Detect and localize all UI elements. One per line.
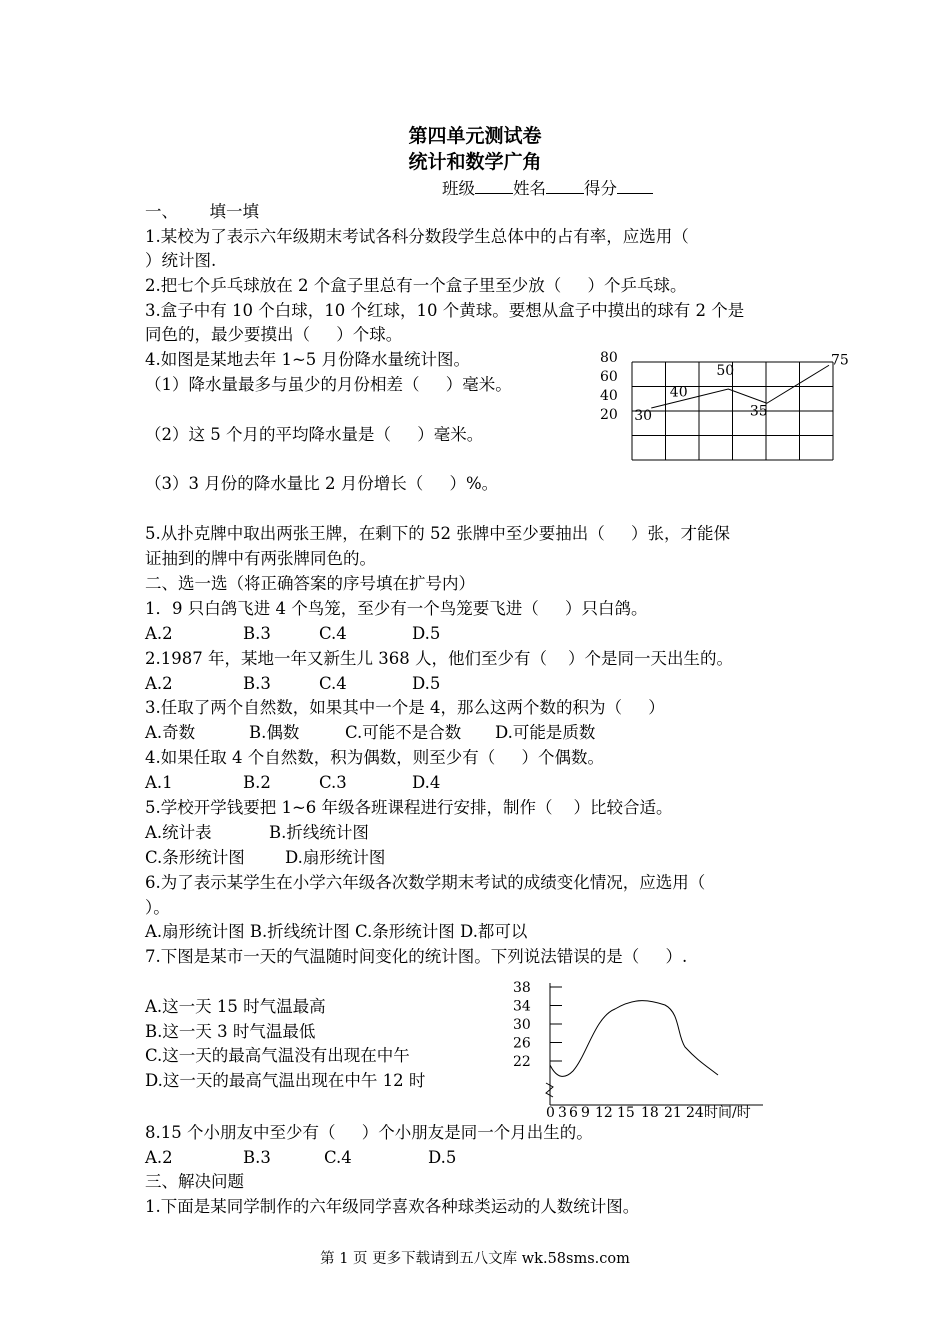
s2-q5: 5.学校开学钱要把 1~6 年级各班课程进行安排，制作（ ）比较合适。 [145,798,673,817]
option-b[interactable]: B.偶数 [249,723,300,742]
x-tick-label: 24 [686,1105,704,1121]
class-blank[interactable] [475,177,513,194]
class-label: 班级 [442,179,475,198]
option-c[interactable]: C.3 [319,773,347,792]
s2-q2-options [145,674,440,694]
page-footer: 第 1 页 更多下载请到五八文库 wk.58sms.com [320,1251,630,1267]
option-c[interactable]: C.条形统计图 [145,848,245,867]
y-tick-label: 30 [513,1017,531,1033]
axis-break-icon [546,1083,553,1097]
data-label: 35 [749,403,768,420]
s2-q3: 3.任取了两个自然数，如果其中一个是 4，那么这两个数的积为（ ） [145,698,665,717]
y-tick-label: 20 [600,407,618,423]
y-tick-label: 38 [513,980,531,996]
data-label: 50 [716,363,735,379]
y-tick-label: 80 [600,350,618,366]
section1-heading: 一、 填一填 [145,202,259,221]
name-blank[interactable] [546,177,584,194]
option-a[interactable]: A.统计表 [145,823,212,842]
s1-q4-sub1: （1）降水量最多与虽少的月份相差（ ）毫米。 [145,375,512,394]
x-tick-label: 6 [569,1105,578,1121]
option-a[interactable]: A.1 [145,773,173,792]
option-c[interactable]: C.可能不是合数 [345,723,462,742]
s2-q8-options [145,1148,456,1168]
s1-q3-line1: 3.盒子中有 10 个白球，10 个红球，10 个黄球。要想从盒子中摸出的球有 2 个是 [145,301,745,320]
data-label: 40 [669,384,688,401]
s2-q7-option-b[interactable]: B.这一天 3 时气温最低 [145,1022,316,1041]
option-d[interactable]: D.可能是质数 [495,723,596,742]
s2-q4: 4.如果任取 4 个自然数，积为偶数，则至少有（ ）个偶数。 [145,748,604,767]
option-a[interactable]: A.2 [145,624,173,643]
option-a[interactable]: A.2 [145,1148,173,1167]
x-tick-label: 21 [664,1105,682,1121]
info-line [442,177,653,199]
option-b[interactable]: B.2 [243,773,271,792]
s2-q7-option-d[interactable]: D.这一天的最高气温出现在中午 12 时 [145,1071,426,1090]
rainfall-line-chart [595,345,849,463]
data-label: 75 [831,352,849,369]
page-title: 第四单元测试卷 [408,125,542,147]
name-label: 姓名 [513,179,546,198]
page-subtitle: 统计和数学广角 [408,151,542,173]
y-tick-label: 22 [513,1054,531,1070]
option-d[interactable]: D.5 [412,624,441,643]
x-tick-label: 0 [546,1105,555,1121]
s2-q2: 2.1987 年，某地一年又新生儿 368 人，他们至少有（ ）个是同一天出生的。 [145,649,733,668]
s2-q4-options [145,773,440,793]
y-tick-label: 34 [513,998,531,1015]
temperature-line-chart [505,975,785,1125]
s1-q4: 4.如图是某地去年 1~5 月份降水量统计图。 [145,350,471,369]
option-c[interactable]: C.4 [319,674,347,693]
temperature-curve [550,1001,718,1077]
data-label: 30 [634,408,653,424]
s1-q2: 2.把七个乒乓球放在 2 个盒子里总有一个盒子里至少放（ ）个乒乓球。 [145,276,687,295]
option-b[interactable]: B.3 [243,624,271,643]
s2-q7-option-c[interactable]: C.这一天的最高气温没有出现在中午 [145,1046,410,1065]
s2-q5-options-row2 [145,848,385,868]
s1-q5-line2: 证抽到的牌中有两张牌同色的。 [145,549,376,568]
x-tick-label: 18 [641,1105,659,1121]
s2-q8: 8.15 个小朋友中至少有（ ）个小朋友是同一个月出生的。 [145,1123,593,1142]
option-a[interactable]: A.奇数 [145,723,196,742]
x-tick-label: 9 [581,1105,590,1121]
option-c[interactable]: C.4 [324,1148,352,1167]
s2-q5-options-row1 [145,823,369,843]
section2-heading: 二、选一选（将正确答案的序号填在扩号内） [145,574,475,593]
score-blank[interactable] [617,177,653,194]
s2-q7-option-a[interactable]: A.这一天 15 时气温最高 [145,997,326,1016]
option-d[interactable]: D.5 [428,1148,457,1167]
s1-q4-sub3: （3）3 月份的降水量比 2 月份增长（ ）%。 [145,474,499,493]
y-tick-label: 60 [600,369,618,385]
y-tick-label: 26 [513,1035,531,1052]
option-a[interactable]: A.2 [145,674,173,693]
option-b[interactable]: B.3 [243,674,271,693]
y-tick-label: 40 [600,388,618,404]
x-tick-label: 3 [558,1105,567,1121]
x-tick-label: 12 [595,1105,613,1121]
s1-q1-line2: ）统计图. [145,251,217,270]
option-c[interactable]: C.4 [319,624,347,643]
s2-q7: 7.下图是某市一天的气温随时间变化的统计图。下列说法错误的是（ ）. [145,947,688,966]
s2-q1-options [145,624,440,644]
s2-q3-options [145,723,595,743]
s2-q1: 1．9 只白鸽飞进 4 个鸟笼，至少有一个鸟笼要飞进（ ）只白鸽。 [145,599,648,618]
score-label: 得分 [584,179,617,198]
s2-q6-line1: 6.为了表示某学生在小学六年级各次数学期末考试的成绩变化情况，应选用（ [145,873,706,892]
s1-q3-line2: 同色的，最少要摸出（ ）个球。 [145,325,403,344]
section3-heading: 三、解决问题 [145,1172,244,1191]
x-tick-label: 15 [617,1105,635,1121]
option-d[interactable]: D.4 [412,773,441,792]
s1-q4-sub2: （2）这 5 个月的平均降水量是（ ）毫米。 [145,425,484,444]
s3-q1: 1.下面是某同学制作的六年级同学喜欢各种球类运动的人数统计图。 [145,1197,640,1216]
option-b[interactable]: B.折线统计图 [269,823,369,842]
s2-q6-options: A.扇形统计图 B.折线统计图 C.条形统计图 D.都可以 [145,922,528,941]
s1-q1-line1: 1.某校为了表示六年级期末考试各科分数段学生总体中的占有率，应选用（ [145,227,689,246]
s2-q6-line2: ）。 [145,898,170,917]
option-d[interactable]: D.扇形统计图 [285,848,386,867]
option-d[interactable]: D.5 [412,674,441,693]
s1-q5-line1: 5.从扑克牌中取出两张王牌，在剩下的 52 张牌中至少要抽出（ ）张，才能保 [145,524,730,543]
x-axis-label: 时间/时 [704,1105,751,1121]
option-b[interactable]: B.3 [243,1148,271,1167]
